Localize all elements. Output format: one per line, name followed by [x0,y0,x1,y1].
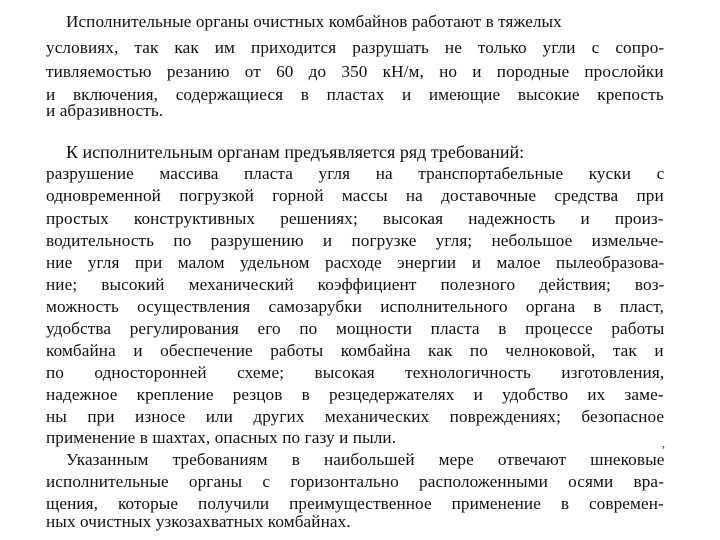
text-line: и включения, содержащиеся в пластах и имеющие высокие крепость [46,85,664,104]
text-line: ние угля при малом удельном расходе энергии и малое пылеобразова- [46,253,665,272]
print-mark: , [662,436,665,450]
text-line: условиях, так как им приходится разрушать не только угли с сопро- [46,38,665,57]
text-line: ных очистных узкозахватных комбайнах. [46,512,351,531]
requirements-heading: К исполнительным органам предъявляется ряд требований: [66,142,525,162]
text-line: ние; высокий механический коэффициент полезного действия; воз- [46,275,665,294]
text-line: простых конструктивных решениях; высокая надежность и произ- [46,209,664,228]
text-line: исполнительные органы с горизонтально расположенными осями вра- [46,472,664,491]
text-line: можность осуществления самозарубки исполнительного органа в пласт, [46,297,664,316]
text-line: по односторонней схеме; высокая технологичность изготовления, [46,363,665,382]
text-line: удобства регулирования его по мощности пласта в процессе работы [46,319,665,338]
text-line: одновременной погрузкой горной массы на доставочные средства при [46,186,664,205]
text-line: щения, которые получили преимущественное применение в современ- [46,494,664,513]
text-line: ны при износе или других механических повреждениях; безопасное [46,407,665,426]
text-line: тивляемостью резанию от 60 до 350 кН/м, но и породные прослойки [46,62,664,81]
text-line: комбайна и обеспечение работы комбайна как по челноковой, так и [46,341,664,360]
text-line: и абразивность. [46,101,164,120]
text-line: Исполнительные органы очистных комбайнов работают в тяжелых [66,12,562,31]
text-line: Указанным требованиям в наибольшей мере отвечают шнековые [66,450,665,469]
text-line: надежное крепление резцов в резцедержателях и удобство их заме- [46,385,664,404]
text-line: разрушение массива пласта угля на транспортабельные куски с [46,164,665,183]
text-line: водительность по разрушению и погрузке угля; небольшое измельче- [46,231,664,250]
text-line: применение в шахтах, опасных по газу и пыли. [46,428,397,447]
